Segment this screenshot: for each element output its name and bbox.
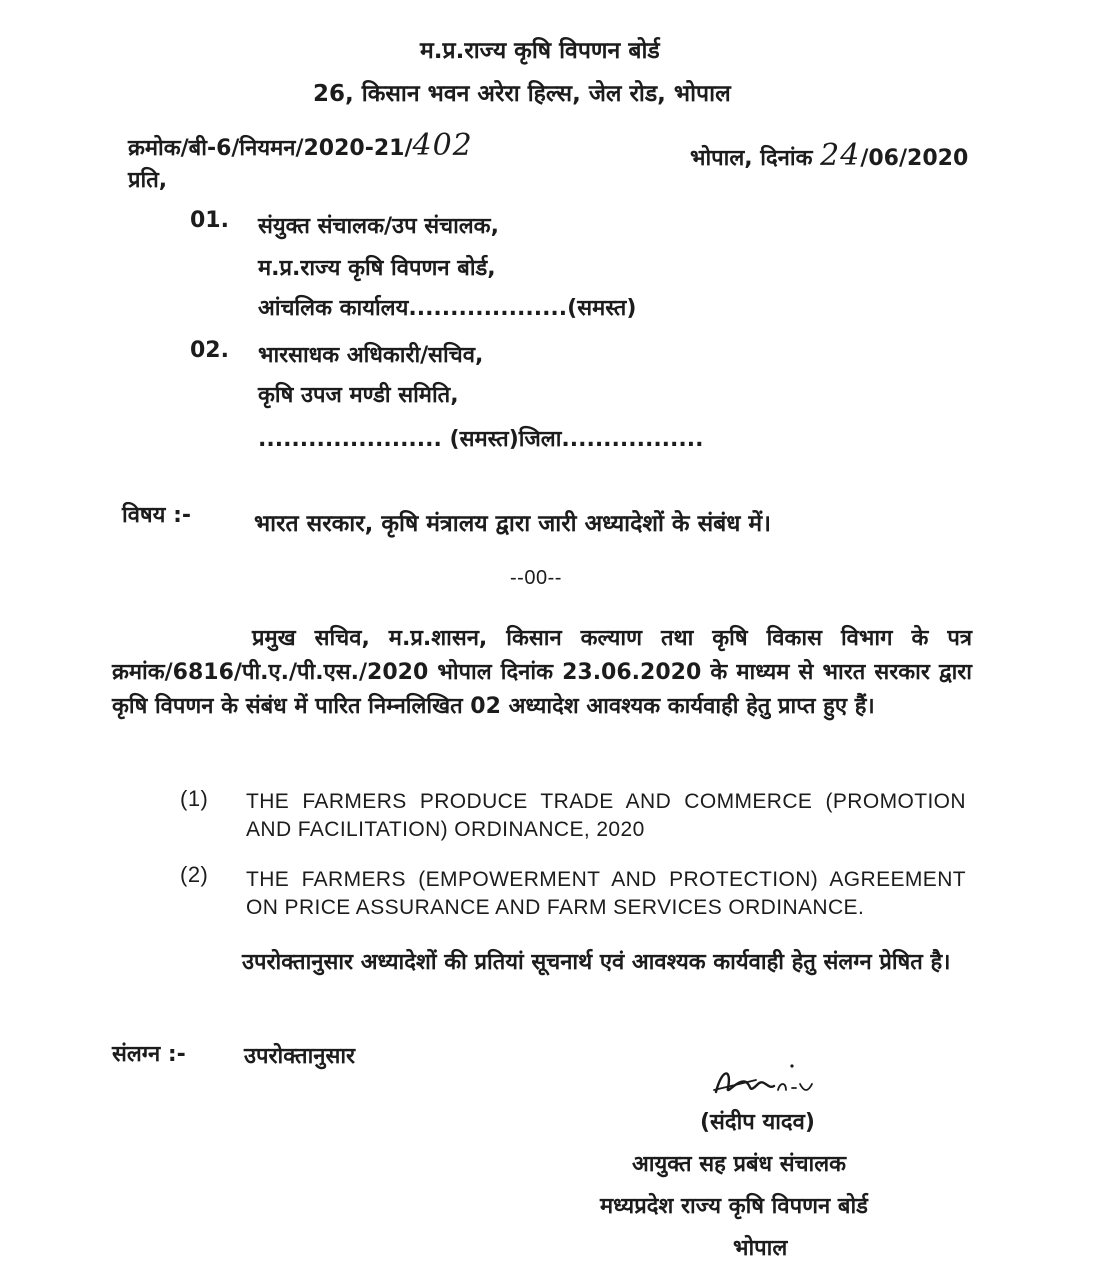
subject-text: भारत सरकार, कृषि मंत्रालय द्वारा जारी अध्यादेशों के संबंध में। (254, 511, 771, 537)
reference-number (128, 128, 473, 163)
signatory-organisation: मध्यप्रदेश राज्य कृषि विपणन बोर्ड (600, 1194, 868, 1219)
enclosure-label: संलग्न :- (112, 1042, 186, 1067)
ordinance-2-number: (2) (180, 862, 209, 887)
signatory-city: भोपाल (733, 1236, 788, 1261)
signatory-name: (संदीप यादव) (700, 1110, 815, 1135)
recipient-1-line-1: संयुक्त संचालक/उप संचालक, (258, 214, 499, 239)
letter-date (690, 138, 968, 173)
reference-handwritten-number: 402 (412, 128, 473, 163)
date-prefix: भोपाल, दिनांक (690, 146, 813, 171)
ordinance-1-text: THE FARMERS PRODUCE TRADE AND COMMERCE (PROMOTION AND FACILITATION) ORDINANCE, 2020 (246, 790, 966, 841)
body-paragraph-1-text: प्रमुख सचिव, म.प्र.शासन, किसान कल्याण तथा कृषि विकास विभाग के पत्र क्रमांक/6816/पी.ए./पी.एस./2020 भोपाल दिनांक 23.06.2020 के माध्यम से भारत सरकार द्वारा कृषि विपणन के संबंध में पारित निम्नलिखित 02 अध्यादेश आवश्यक कार्यवाही हेतु प्राप्त हुए हैं। (112, 626, 972, 719)
letterhead-org: म.प्र.राज्य कृषि विपणन बोर्ड (420, 38, 660, 64)
recipient-2-line-1: भारसाधक अधिकारी/सचिव, (258, 343, 484, 368)
ordinance-2-text: THE FARMERS (EMPOWERMENT AND PROTECTION) AGREEMENT ON PRICE ASSURANCE AND FARM SERVICES ORDINANCE. (246, 868, 966, 919)
handwritten-signature (708, 1062, 828, 1102)
body-paragraph-1 (112, 622, 972, 724)
recipient-1-line-3: आंचलिक कार्यालय...................(समस्त) (258, 296, 637, 321)
date-handwritten-day: 24 (820, 138, 861, 173)
signatory-designation: आयुक्त सह प्रबंध संचालक (632, 1152, 847, 1177)
section-divider: --00-- (510, 567, 562, 589)
subject-label: विषय :- (122, 503, 191, 528)
recipient-2-line-2: कृषि उपज मण्डी समिति, (258, 383, 459, 408)
date-rest: /06/2020 (860, 146, 969, 171)
enclosure-text: उपरोक्तानुसार (244, 1044, 356, 1069)
recipient-2-line-3: ...................... (समस्त)जिला................. (258, 427, 704, 452)
body-paragraph-2-text: उपरोक्तानुसार अध्यादेशों की प्रतियां सूचनार्थ एवं आवश्यक कार्यवाही हेतु संलग्न प्रेषित है। (242, 950, 951, 975)
body-paragraph-2 (112, 946, 972, 980)
letterhead-address: 26, किसान भवन अरेरा हिल्स, जेल रोड, भोपाल (313, 81, 731, 107)
ordinance-1-number: (1) (180, 786, 209, 811)
recipient-1-line-2: म.प्र.राज्य कृषि विपणन बोर्ड, (258, 256, 496, 281)
recipient-1-number: 01. (190, 208, 229, 233)
reference-prefix: क्रमोक/बी-6/नियमन/2020-21/ (128, 136, 413, 161)
recipient-2-number: 02. (190, 338, 229, 363)
to-label: प्रति, (128, 168, 168, 193)
